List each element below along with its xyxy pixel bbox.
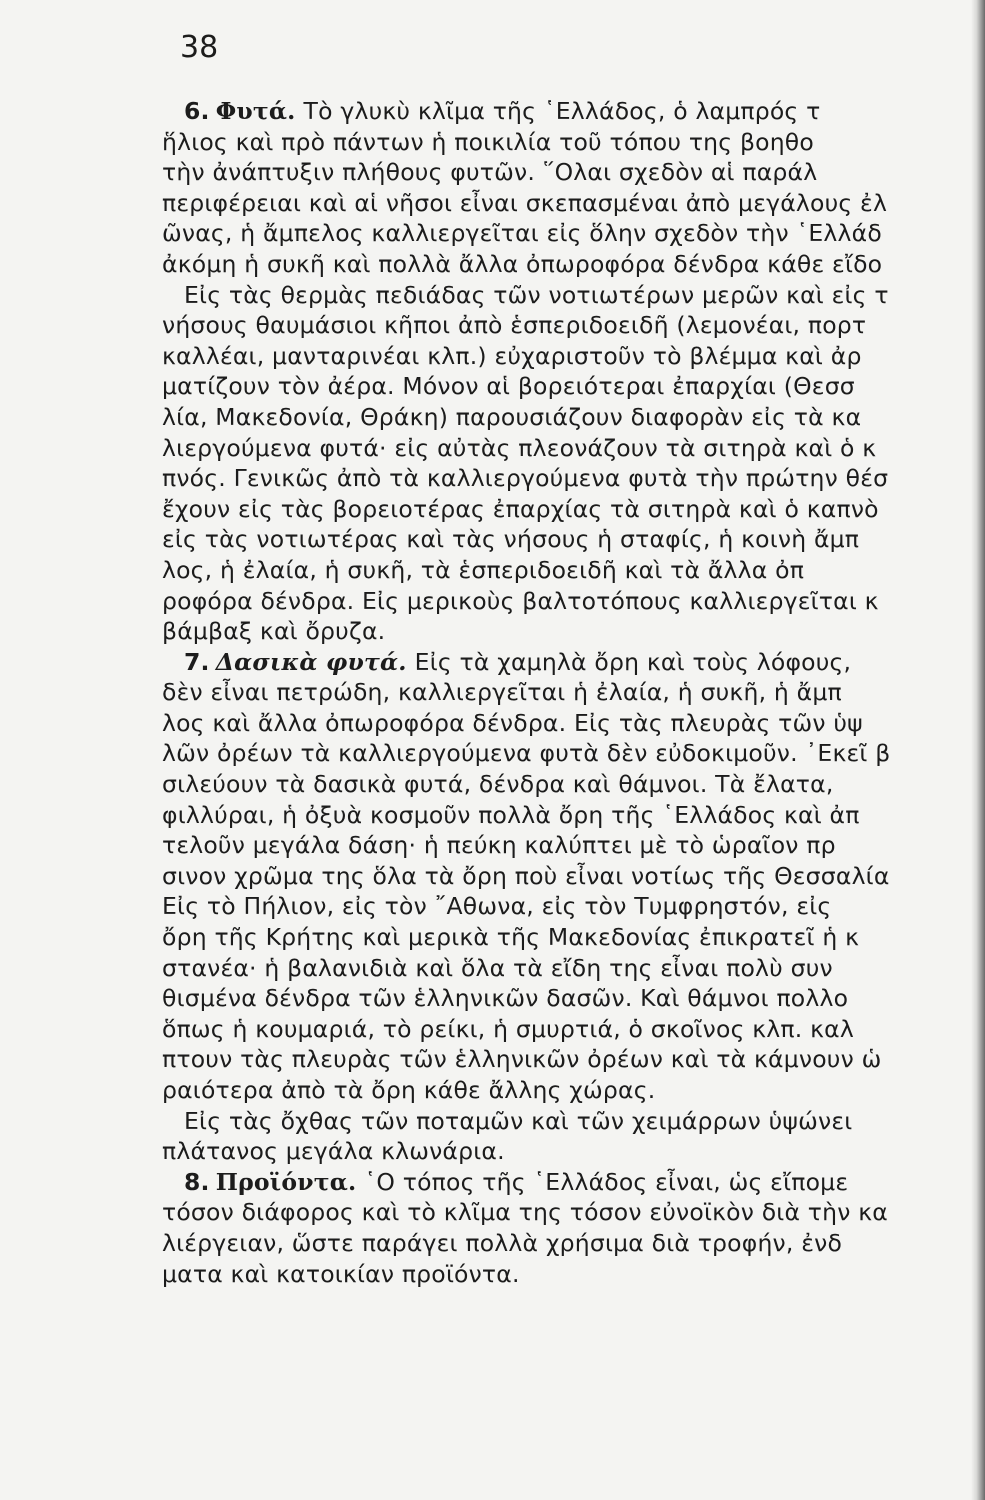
line-text: ὅπως ἡ κουμαριά, τὸ ρείκι, ἡ σμυρτιά, ὁ σκοῖνος κλπ. καλ xyxy=(162,1014,854,1043)
line-text: βάμβαξ καὶ ὄρυζα. xyxy=(162,617,386,646)
section-title: Δασικὰ φυτά. xyxy=(215,647,407,676)
line-text: ματίζουν τὸν ἀέρα. Μόνον αἱ βορειότεραι ἐπαρχίαι (Θεσσ xyxy=(162,372,855,401)
line-text: δὲν εἶναι πετρώδη, καλλιεργεῖται ἡ ἐλαία, ἡ συκῆ, ἡ ἄμπ xyxy=(162,678,842,707)
text-line xyxy=(162,769,985,800)
text-line xyxy=(162,1075,985,1106)
text-line xyxy=(162,1136,985,1167)
text-line xyxy=(162,738,985,769)
text-line xyxy=(162,433,985,464)
line-text: λία, Μακεδονία, Θράκη) παρουσιάζουν διαφορὰν εἰς τὰ κα xyxy=(162,402,862,431)
line-text: εἰς τὰς νοτιωτέρας καὶ τὰς νήσους ἡ σταφίς, ἡ κοινὴ ἄμπ xyxy=(162,525,860,554)
line-text: νήσους θαυμάσιοι κῆποι ἀπὸ ἑσπεριδοειδῆ (λεμονέαι, πορτ xyxy=(162,311,867,340)
text-line xyxy=(162,708,985,739)
line-text: Εἰς τὰς θερμὰς πεδιάδας τῶν νοτιωτέρων μερῶν καὶ εἰς τ xyxy=(184,280,889,309)
text-line xyxy=(162,1228,985,1259)
line-text: πλάτανος μεγάλα κλωνάρια. xyxy=(162,1137,505,1166)
line-text: ἥλιος καὶ πρὸ πάντων ἡ ποικιλία τοῦ τόπου της βοηθο xyxy=(162,127,814,156)
text-line xyxy=(162,249,985,280)
text-line xyxy=(162,310,985,341)
text-line xyxy=(162,371,985,402)
line-text: τόσον διάφορος καὶ τὸ κλῖμα της τόσον εὐνοϊκὸν διὰ τὴν κα xyxy=(162,1198,888,1227)
text-line xyxy=(162,463,985,494)
line-text: Τὸ γλυκὺ κλῖμα τῆς ῾Ελλάδος, ὁ λαμπρός τ xyxy=(303,97,821,125)
line-text: ραιότερα ἀπὸ τὰ ὄρη κάθε ἄλλης χώρας. xyxy=(162,1076,656,1104)
line-text: λος καὶ ἄλλα ὀπωροφόρα δένδρα. Εἰς τὰς πλευρὰς τῶν ὑψ xyxy=(162,708,863,737)
text-line xyxy=(162,983,985,1014)
line-text: Εἰς τὰς ὄχθας τῶν ποταμῶν καὶ τῶν χειμάρρων ὑψώνει xyxy=(184,1106,853,1135)
line-text: ῶνας, ἡ ἄμπελος καλλιεργεῖται εἰς ὅλην σχεδὸν τὴν ῾Ελλάδ xyxy=(162,219,882,248)
text-line xyxy=(162,953,985,984)
text-line xyxy=(162,677,985,708)
line-text: τελοῦν μεγάλα δάση· ἡ πεύκη καλύπτει μὲ τὸ ὡραῖον πρ xyxy=(162,831,836,860)
line-text: περιφέρειαι καὶ αἱ νῆσοι εἶναι σκεπασμέναι ἀπὸ μεγάλους ἐλ xyxy=(162,188,888,217)
line-text: Εἰς τὸ Πήλιον, εἰς τὸν ῎Αθωνα, εἰς τὸν Τυμφρηστόν, εἰς xyxy=(162,892,832,921)
section-number: 6. xyxy=(184,97,210,125)
line-text: πνός. Γενικῶς ἀπὸ τὰ καλλιεργούμενα φυτὰ τὴν πρώτην θέσ xyxy=(162,464,889,493)
line-text: φιλλύραι, ἡ ὀξυὰ κοσμοῦν πολλὰ ὄρη τῆς ῾Ελλάδος καὶ ἀπ xyxy=(162,800,860,829)
line-text: ῾Ο τόπος τῆς ῾Ελλάδος εἶναι, ὡς εἴπομε xyxy=(364,1167,849,1196)
body-text xyxy=(162,96,985,1289)
line-text: Εἰς τὰ χαμηλὰ ὄρη καὶ τοὺς λόφους, xyxy=(414,647,852,676)
line-text: ροφόρα δένδρα. Εἰς μερικοὺς βαλτοτόπους καλλιεργεῖται κ xyxy=(162,586,879,615)
text-line xyxy=(162,218,985,249)
page-edge-shadow xyxy=(971,0,985,1500)
line-text: θισμένα δένδρα τῶν ἑλληνικῶν δασῶν. Καὶ θάμνοι πολλο xyxy=(162,984,849,1013)
line-text: ματα καὶ κατοικίαν προϊόντα. xyxy=(162,1259,520,1288)
section-heading-line xyxy=(162,96,985,127)
text-line xyxy=(162,188,985,219)
text-line xyxy=(162,861,985,892)
section-number: 8. xyxy=(184,1167,210,1196)
text-line xyxy=(162,555,985,586)
text-line xyxy=(162,341,985,372)
text-line xyxy=(162,1197,985,1228)
line-text: ἔχουν εἰς τὰς βορειοτέρας ἐπαρχίας τὰ σιτηρὰ καὶ ὁ καπνὸ xyxy=(162,494,879,523)
text-line xyxy=(162,1044,985,1075)
text-line xyxy=(162,524,985,555)
section-heading-line xyxy=(162,647,985,678)
line-text: στανέα· ἡ βαλανιδιὰ καὶ ὅλα τὰ εἴδη της εἶναι πολὺ συν xyxy=(162,953,833,982)
text-line xyxy=(162,1014,985,1045)
text-line xyxy=(162,280,985,311)
text-line xyxy=(162,1259,985,1290)
text-line xyxy=(162,891,985,922)
text-line xyxy=(162,1106,985,1137)
text-line xyxy=(162,586,985,617)
text-line xyxy=(162,616,985,647)
line-text: πτουν τὰς πλευρὰς τῶν ἑλληνικῶν ὀρέων καὶ τὰ κάμνουν ὡ xyxy=(162,1045,882,1074)
text-line xyxy=(162,922,985,953)
line-text: τὴν ἀνάπτυξιν πλήθους φυτῶν. ῞Ολαι σχεδὸν αἱ παράλ xyxy=(162,158,818,187)
line-text: λιεργούμενα φυτά· εἰς αὐτὰς πλεονάζουν τὰ σιτηρὰ καὶ ὁ κ xyxy=(162,433,877,462)
section-number: 7. xyxy=(184,647,210,676)
text-line xyxy=(162,800,985,831)
line-text: ἀκόμη ἡ συκῆ καὶ πολλὰ ἄλλα ὀπωροφόρα δένδρα κάθε εἴδο xyxy=(162,249,883,278)
line-text: σιλεύουν τὰ δασικὰ φυτά, δένδρα καὶ θάμνοι. Τὰ ἔλατα, xyxy=(162,770,834,799)
text-line xyxy=(162,494,985,525)
page-number: 38 xyxy=(180,30,219,65)
line-text: καλλέαι, μανταρινέαι κλπ.) εὐχαριστοῦν τὸ βλέμμα καὶ ἀρ xyxy=(162,341,862,370)
line-text: λῶν ὀρέων τὰ καλλιεργούμενα φυτὰ δὲν εὐδοκιμοῦν. ᾿Εκεῖ β xyxy=(162,739,891,768)
section-title: Προϊόντα. xyxy=(215,1167,357,1196)
text-line xyxy=(162,402,985,433)
line-text: λος, ἡ ἐλαία, ἡ συκῆ, τὰ ἑσπεριδοειδῆ καὶ τὰ ἄλλα ὀπ xyxy=(162,555,805,584)
line-text: ὄρη τῆς Κρήτης καὶ μερικὰ τῆς Μακεδονίας ἐπικρατεῖ ἡ κ xyxy=(162,923,860,952)
text-line xyxy=(162,157,985,188)
line-text: σινον χρῶμα της ὅλα τὰ ὄρη ποὺ εἶναι νοτίως τῆς Θεσσαλία xyxy=(162,861,890,890)
section-heading-line xyxy=(162,1167,985,1198)
line-text: λιέργειαν, ὥστε παράγει πολλὰ χρήσιμα διὰ τροφήν, ἐνδ xyxy=(162,1228,843,1257)
text-line xyxy=(162,127,985,158)
section-title: Φυτά. xyxy=(215,97,296,125)
text-line xyxy=(162,830,985,861)
